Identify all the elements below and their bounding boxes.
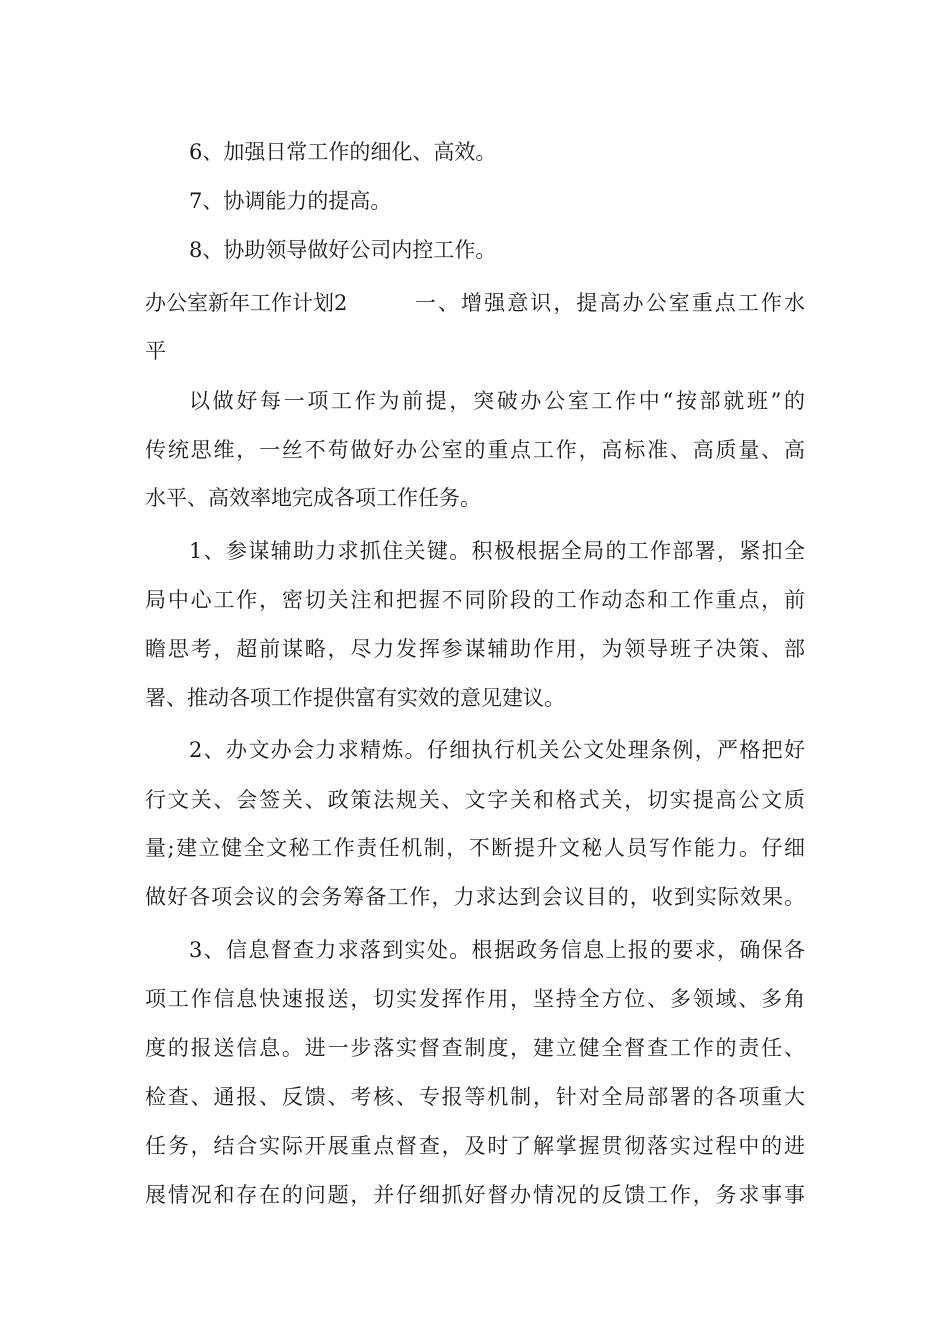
paragraph-line: 项工作信息快速报送，切实发挥作用，坚持全方位、多领域、多角 [145, 987, 805, 1011]
section-heading: 一、增强意识，提高办公室重点工作水 [415, 291, 805, 315]
paragraph-line: 以做好每一项工作为前提，突破办公室工作中“按部就班”的 [189, 389, 805, 413]
paragraph-line: 检查、通报、反馈、考核、专报等机制，针对全局部署的各项重大 [145, 1085, 805, 1109]
paragraph-line: 局中心工作，密切关注和把握不同阶段的工作动态和工作重点，前 [145, 588, 805, 612]
list-item-8: 8、协助领导做好公司内控工作。 [189, 238, 497, 262]
paragraph-line: 行文关、会签关、政策法规关、文字关和格式关，切实提高公文质 [145, 788, 805, 812]
paragraph-line: 水平、高效率地完成各项工作任务。 [145, 486, 481, 510]
section-heading-continued: 平 [145, 339, 166, 363]
paragraph-line: 署、推动各项工作提供富有实效的意见建议。 [145, 686, 565, 710]
list-item-6: 6、加强日常工作的细化、高效。 [189, 140, 497, 164]
paragraph-line: 1、参谋辅助力求抓住关键。积极根据全局的工作部署，紧扣全 [189, 539, 805, 563]
paragraph-line: 量;建立健全文秘工作责任机制，不断提升文秘人员写作能力。仔细 [145, 836, 805, 860]
paragraph-line: 做好各项会议的会务筹备工作，力求达到会议目的，收到实际效果。 [145, 885, 805, 909]
paragraph-line: 传统思维，一丝不苟做好办公室的重点工作，高标准、高质量、高 [145, 438, 805, 462]
paragraph-line: 展情况和存在的问题，并仔细抓好督办情况的反馈工作，务求事事 [145, 1183, 805, 1207]
paragraph-line: 瞻思考，超前谋略，尽力发挥参谋辅助作用，为领导班子决策、部 [145, 637, 805, 661]
paragraph-line: 度的报送信息。进一步落实督查制度，建立健全督查工作的责任、 [145, 1036, 805, 1060]
paragraph-line: 2、办文办会力求精炼。仔细执行机关公文处理条例，严格把好 [189, 738, 805, 762]
paragraph-line: 3、信息督查力求落到实处。根据政务信息上报的要求，确保各 [189, 938, 805, 962]
paragraph-line: 任务，结合实际开展重点督查，及时了解掌握贯彻落实过程中的进 [145, 1134, 805, 1158]
list-item-7: 7、协调能力的提高。 [189, 189, 392, 213]
section-title: 办公室新年工作计划2 [145, 291, 348, 315]
